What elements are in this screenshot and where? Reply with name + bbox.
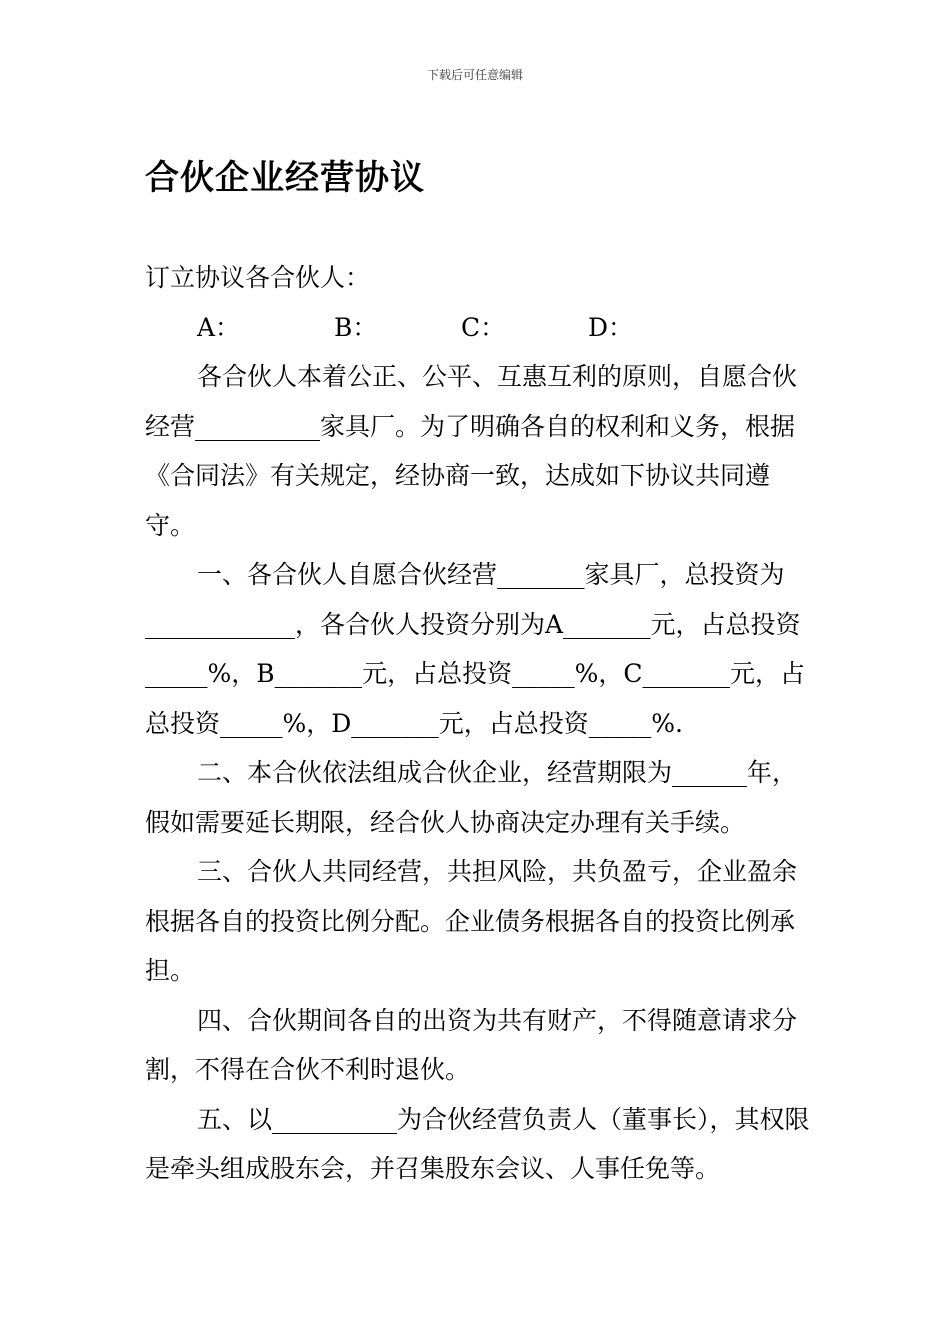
clause-3-paragraph: 三、合伙人共同经营，共担风险，共负盈亏，企业盈余根据各自的投资比例分配。企业债务根据各自的投资比例承担。	[145, 857, 798, 985]
clause-1-paragraph: 一、各合伙人自愿合伙经营_______家具厂，总投资为____________，各合伙人投资分别为A_______元，占总投资_____%，B_______元，占总投资_____%，C_______元，占总投资_____%，D_______元，占总投资_____%.	[145, 560, 806, 738]
party-a-label: A：	[197, 312, 241, 342]
document-title: 合伙企业经营协议	[145, 158, 425, 198]
document-body	[145, 253, 810, 1194]
party-c-label: C：	[461, 312, 506, 342]
preamble-paragraph: 各合伙人本着公正、公平、互惠互利的原则，自愿合伙经营__________家具厂。为了明确各自的权利和义务，根据《合同法》有关规定，经协商一致，达成如下协议共同遵守。	[145, 362, 798, 540]
parties-row	[145, 303, 810, 353]
parties-intro: 订立协议各合伙人：	[145, 263, 371, 292]
party-b-label: B：	[334, 312, 378, 342]
clause-4-paragraph: 四、合伙期间各自的出资为共有财产，不得随意请求分割，不得在合伙不利时退伙。	[145, 1005, 798, 1084]
clause-2-paragraph: 二、本合伙依法组成合伙企业，经营期限为______年，假如需要延长期限，经合伙人协商决定办理有关手续。	[145, 758, 798, 837]
clause-5-paragraph: 五、以__________为合伙经营负责人（董事长），其权限是牵头组成股东会，并召集股东会议、人事任免等。	[145, 1104, 810, 1183]
party-d-label: D：	[588, 312, 634, 342]
header-note: 下载后可任意编辑	[426, 68, 523, 82]
